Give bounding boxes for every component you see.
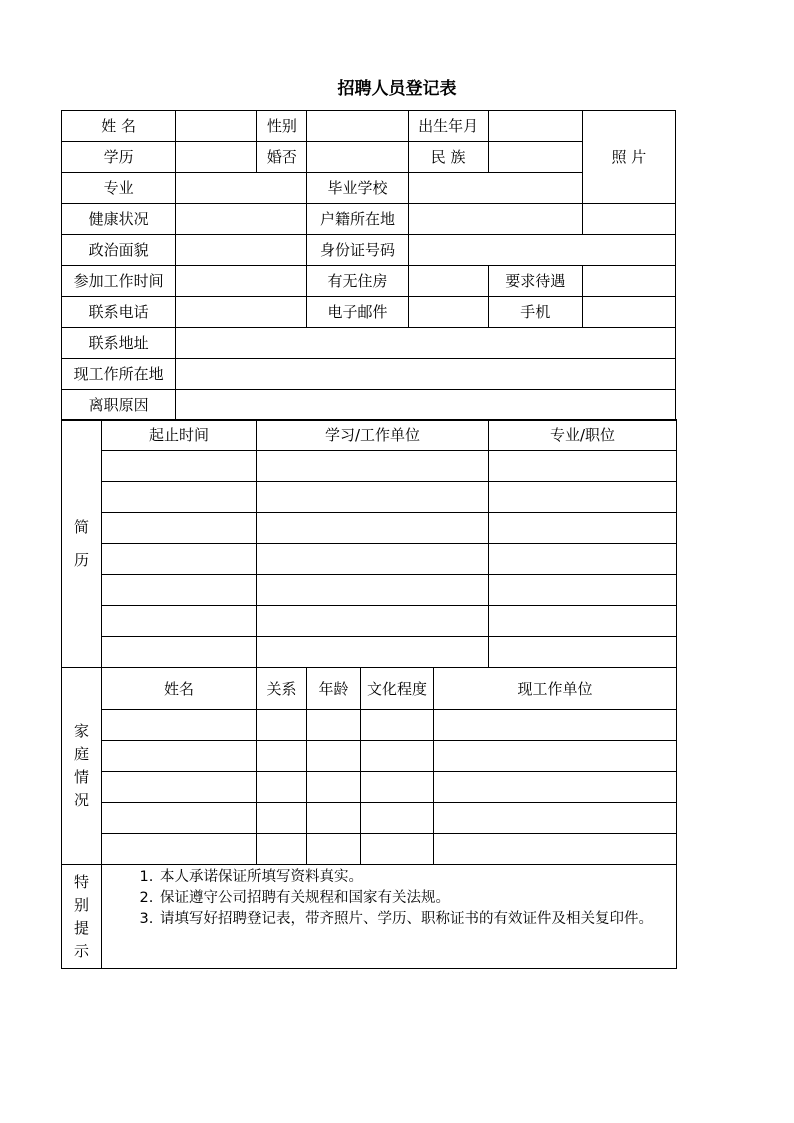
family-cell[interactable] [361, 772, 434, 803]
label-housing: 有无住房 [307, 266, 408, 297]
label-political: 政治面貌 [62, 235, 176, 266]
notes-label-char: 别 [73, 895, 89, 914]
family-cell[interactable] [257, 741, 307, 772]
label-mobile: 手机 [488, 297, 582, 328]
family-cell[interactable] [434, 710, 677, 741]
family-cell[interactable] [102, 741, 257, 772]
family-cell[interactable] [434, 803, 677, 834]
family-cell[interactable] [361, 834, 434, 865]
resume-cell[interactable] [489, 513, 677, 544]
field-hukou[interactable] [408, 204, 582, 235]
resume-cell[interactable] [257, 544, 489, 575]
note-item: 3. 请填写好招聘登记表，带齐照片、学历、职称证书的有效证件及相关复印件。 [158, 909, 670, 930]
field-ethnicity[interactable] [488, 142, 582, 173]
field-birth[interactable] [488, 111, 582, 142]
family-label-char: 庭 [73, 745, 89, 763]
label-work-location: 现工作所在地 [62, 359, 176, 390]
field-health[interactable] [176, 204, 307, 235]
family-cell[interactable] [102, 772, 257, 803]
field-housing[interactable] [408, 266, 488, 297]
family-cell[interactable] [434, 741, 677, 772]
label-major: 专业 [62, 173, 176, 204]
resume-cell[interactable] [489, 606, 677, 637]
notes-list [132, 867, 670, 930]
resume-table [61, 419, 677, 668]
resume-cell[interactable] [257, 513, 489, 544]
family-header-age: 年龄 [307, 668, 361, 710]
field-name[interactable] [176, 111, 257, 142]
field-email[interactable] [408, 297, 488, 328]
family-label [62, 668, 102, 865]
field-gender[interactable] [307, 111, 408, 142]
resume-header-period: 起止时间 [102, 420, 257, 451]
family-cell[interactable] [434, 834, 677, 865]
field-hukou-extra[interactable] [582, 204, 675, 235]
family-cell[interactable] [102, 803, 257, 834]
resume-label-char: 简 [73, 517, 89, 536]
resume-row [62, 575, 677, 606]
family-row [62, 710, 677, 741]
family-cell[interactable] [361, 803, 434, 834]
resume-header-org: 学习/工作单位 [257, 420, 489, 451]
resume-row [62, 544, 677, 575]
label-work-start: 参加工作时间 [62, 266, 176, 297]
resume-cell[interactable] [489, 482, 677, 513]
label-email: 电子邮件 [307, 297, 408, 328]
label-gender: 性别 [257, 111, 307, 142]
label-health: 健康状况 [62, 204, 176, 235]
label-leave-reason: 离职原因 [62, 390, 176, 421]
notes-label-char: 提 [73, 918, 89, 937]
resume-row [62, 482, 677, 513]
resume-cell[interactable] [102, 544, 257, 575]
label-ethnicity: 民 族 [408, 142, 488, 173]
field-mobile[interactable] [582, 297, 675, 328]
resume-cell[interactable] [489, 544, 677, 575]
notes-content [102, 865, 677, 969]
resume-cell[interactable] [489, 637, 677, 668]
resume-cell[interactable] [257, 451, 489, 482]
resume-header-position: 专业/职位 [489, 420, 677, 451]
family-row [62, 772, 677, 803]
family-cell[interactable] [307, 834, 361, 865]
field-marital[interactable] [307, 142, 408, 173]
field-school[interactable] [408, 173, 582, 204]
resume-cell[interactable] [102, 513, 257, 544]
family-row [62, 741, 677, 772]
family-header-name: 姓名 [102, 668, 257, 710]
label-marital: 婚否 [257, 142, 307, 173]
resume-cell[interactable] [257, 637, 489, 668]
resume-cell[interactable] [257, 482, 489, 513]
family-table [61, 667, 677, 865]
field-salary[interactable] [582, 266, 675, 297]
family-label-char: 况 [73, 791, 89, 809]
resume-cell[interactable] [489, 575, 677, 606]
photo-box[interactable]: 照 片 [582, 111, 675, 204]
family-row [62, 834, 677, 865]
label-hukou: 户籍所在地 [307, 204, 408, 235]
field-education[interactable] [176, 142, 257, 173]
family-cell[interactable] [102, 834, 257, 865]
family-cell[interactable] [361, 741, 434, 772]
field-id-number[interactable] [408, 235, 675, 266]
family-cell[interactable] [307, 741, 361, 772]
family-cell[interactable] [257, 803, 307, 834]
label-birth: 出生年月 [408, 111, 488, 142]
resume-cell[interactable] [102, 451, 257, 482]
family-cell[interactable] [257, 710, 307, 741]
label-salary: 要求待遇 [488, 266, 582, 297]
label-id-number: 身份证号码 [307, 235, 408, 266]
resume-row [62, 451, 677, 482]
field-leave-reason[interactable] [176, 390, 676, 421]
family-cell[interactable] [361, 710, 434, 741]
resume-cell[interactable] [257, 575, 489, 606]
basic-info-table [61, 110, 676, 421]
family-header-employer: 现工作单位 [434, 668, 677, 710]
family-cell[interactable] [257, 772, 307, 803]
resume-label [62, 420, 102, 668]
field-phone[interactable] [176, 297, 307, 328]
resume-row [62, 606, 677, 637]
field-work-location[interactable] [176, 359, 676, 390]
page-title: 招聘人员登记表 [337, 79, 457, 99]
family-cell[interactable] [307, 803, 361, 834]
resume-cell[interactable] [489, 451, 677, 482]
notes-label-char: 特 [73, 872, 89, 891]
field-work-start[interactable] [176, 266, 307, 297]
label-school: 毕业学校 [307, 173, 408, 204]
resume-row [62, 637, 677, 668]
family-label-char: 家 [73, 722, 89, 740]
family-cell[interactable] [257, 834, 307, 865]
label-name: 姓 名 [62, 111, 176, 142]
family-header-education: 文化程度 [361, 668, 434, 710]
resume-cell[interactable] [102, 606, 257, 637]
resume-label-char: 历 [73, 550, 89, 569]
notes-label-char: 示 [73, 941, 89, 960]
resume-row [62, 513, 677, 544]
notes-table [61, 864, 677, 969]
resume-cell[interactable] [257, 606, 489, 637]
family-cell[interactable] [307, 772, 361, 803]
family-header-relation: 关系 [257, 668, 307, 710]
note-item: 2. 保证遵守公司招聘有关规程和国家有关法规。 [158, 888, 670, 909]
resume-cell[interactable] [102, 575, 257, 606]
family-label-char: 情 [73, 768, 89, 786]
family-cell[interactable] [102, 710, 257, 741]
family-row [62, 803, 677, 834]
resume-cell[interactable] [102, 637, 257, 668]
family-cell[interactable] [307, 710, 361, 741]
resume-cell[interactable] [102, 482, 257, 513]
label-phone: 联系电话 [62, 297, 176, 328]
note-item: 1. 本人承诺保证所填写资料真实。 [158, 867, 670, 888]
label-education: 学历 [62, 142, 176, 173]
notes-label [62, 865, 102, 969]
field-political[interactable] [176, 235, 307, 266]
field-major[interactable] [176, 173, 307, 204]
field-address[interactable] [176, 328, 676, 359]
family-cell[interactable] [434, 772, 677, 803]
label-address: 联系地址 [62, 328, 176, 359]
